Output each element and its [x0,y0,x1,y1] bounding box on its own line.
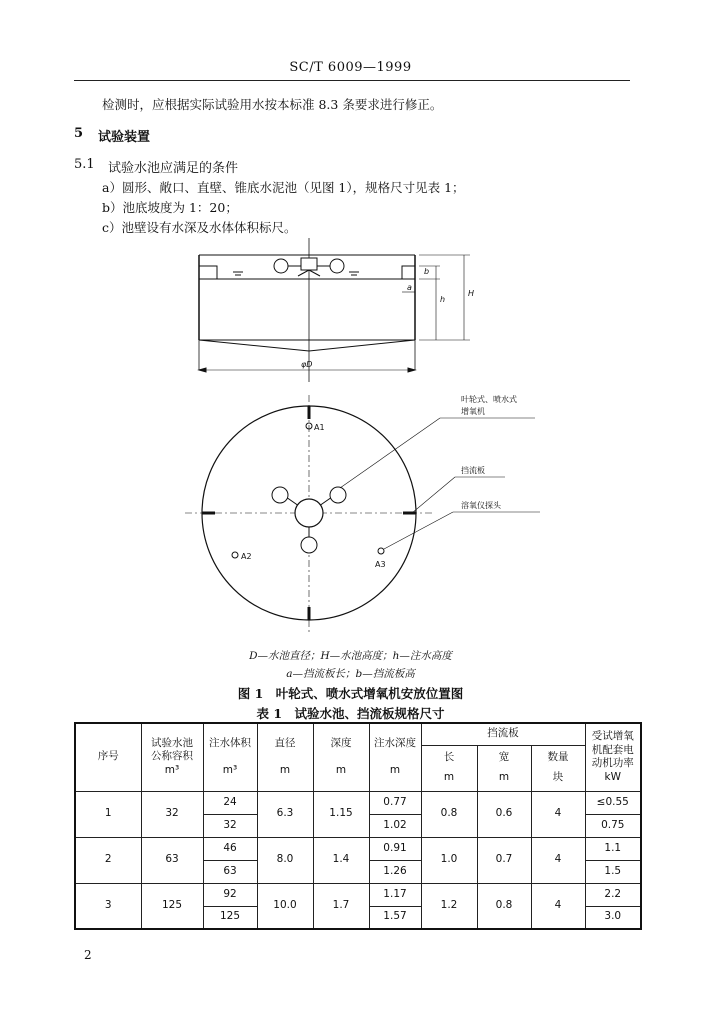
baffle-right [402,266,415,279]
probe-point-A3 [378,548,384,554]
header-baffle-length: 长 m [421,745,477,791]
table-caption: 表 1 试验水池、挡流板规格尺寸 [256,706,445,721]
label-a: a [407,283,412,292]
table-row: 63 1.26 1.5 [75,860,641,883]
subsection-text: 试验水池应满足的条件 [108,161,239,176]
standard-code-header: SC/T 6009—1999 [289,60,412,75]
label-aerator-line1: 叶轮式、喷水式 [461,395,517,404]
probe-point-A2 [232,552,238,558]
table-row: 1 32 24 6.3 1.15 0.77 0.8 0.6 4 ≤0.55 [75,791,641,814]
pool-baffle-spec-table [74,722,642,930]
label-probe: 溶氧仪探头 [461,501,501,510]
cone-bottom [199,340,415,351]
table-row: 32 1.02 0.75 [75,814,641,837]
correction-note: 检测时，应根据实际试验用水按本标准 8.3 条要求进行修正。 [102,97,443,112]
figure-caption: 图 1 叶轮式、喷水式增氧机安放位置图 [237,686,464,701]
leader-line-probe [384,512,453,549]
label-aerator-line2: 增氧机 [461,407,485,416]
table-row: 2 63 46 8.0 1.4 0.91 1.0 0.7 4 1.1 [75,837,641,860]
header-depth: 深度 m [313,723,369,791]
label-baffle: 挡流板 [461,466,485,475]
header-fill-depth: 注水深度 m [369,723,421,791]
header-baffle-width: 宽 m [477,745,531,791]
figure-legend-line-1: D—水池直径；H—水池高度；h—注水高度 [249,650,452,662]
aerator-body-plan [295,499,323,527]
label-diameter: φD [301,360,313,369]
section-title: 试验装置 [98,130,151,145]
float-plan-right [330,487,346,503]
figure-legend-line-2: a—挡流板长；b—挡流板高 [286,668,415,680]
header-fill-volume: 注水体积 m³ [203,723,257,791]
label-A1: A1 [314,423,325,432]
leader-line-aerator [340,418,440,488]
float-plan-bottom [301,537,317,553]
label-A3: A3 [375,560,386,569]
header-seq: 序号 [75,723,141,791]
pool-plan-view [185,395,540,632]
page-number: 2 [84,948,92,962]
subsection-number: 5.1 [74,157,95,172]
float-right [330,259,344,273]
leader-line-baffle [412,477,455,513]
float-left [274,259,288,273]
list-item: a）圆形、敞口、直壁、锥底水泥池（见图 1），规格尺寸见表 1； [102,180,465,195]
label-A2: A2 [241,552,252,561]
label-H: H [468,289,475,298]
label-h: h [440,295,446,304]
baffle-left [199,266,217,279]
header-baffle: 挡流板 [421,723,585,745]
table-row: 3 125 92 10.0 1.7 1.17 1.2 0.8 4 2.2 [75,883,641,906]
header-baffle-count: 数量 块 [531,745,585,791]
header-volume: 试验水池 公称容积 m³ [141,723,203,791]
section-number: 5 [74,126,84,141]
header-diameter: 直径 m [257,723,313,791]
pool-side-view [199,238,470,382]
table-row: 125 1.57 3.0 [75,906,641,929]
list-item: b）池底坡度为 1：20； [102,200,238,215]
aerator-motor [301,258,317,270]
header-power: 受试增氧 机配套电 动机功率 kW [585,723,641,791]
label-b: b [424,267,430,276]
float-plan-left [272,487,288,503]
list-item: c）池壁设有水深及水体体积标尺。 [102,220,297,235]
